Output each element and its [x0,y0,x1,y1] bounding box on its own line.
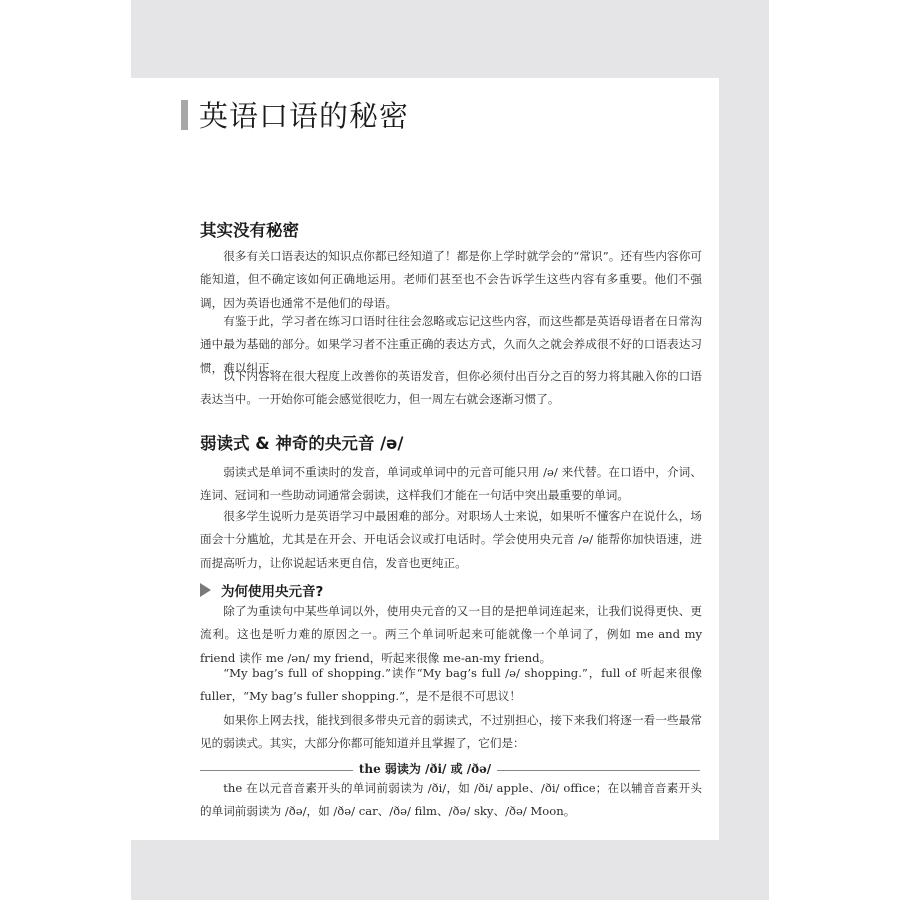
paragraph: “My bag’s full of shopping.”读作“My bag’s full /ə/ shopping.”，full of 听起来很像 fuller，“My bag’s fuller shopping.”，是不是很不可思议！ [200,666,702,704]
paragraph: 很多学生说听力是英语学习中最困难的部分。对职场人士来说，如果听不懂客户在说什么，场面会十分尴尬，尤其是在开会、开电话会议或打电话时。学会使用央元音 /ə/ 能帮你加快语速，进而提高听力，让你说起话来更自信，发音也更纯正。 [200,509,702,570]
paragraph: 弱读式是单词不重读时的发音，单词或单词中的元音可能只用 /ə/ 来代替。在口语中，介词、连词、冠词和一些助动词通常会弱读，这样我们才能在一句话中突出最重要的单词。 [200,465,702,503]
arrow-bullet-icon [200,583,211,597]
section-heading-weak-forms: 弱读式 & 神奇的央元音 /ə/ [200,434,404,453]
paragraph: 除了为重读句中某些单词以外，使用央元音的又一目的是把单词连起来，让我们说得更快、更流利。这也是听力难的原因之一。两三个单词听起来可能就像一个单词了，例如 me and my friend 读作 me /ən/ my friend，听起来很像 me-an-my friend。 [200,604,702,665]
rule-heading [131,760,719,777]
subheading-text: 为何使用央元音? [221,584,324,600]
paragraph: 以下内容将在很大程度上改善你的英语发音，但你必须付出百分之百的努力将其融入你的口语表达当中。一开始你可能会感觉很吃力，但一周左右就会逐渐习惯了。 [200,369,702,407]
section-heading-no-secret: 其实没有秘密 [200,221,299,240]
book-page [131,78,719,840]
paragraph: 如果你上网去找，能找到很多带央元音的弱读式，不过别担心，接下来我们将逐一看一些最常见的弱读式。其实，大部分你都可能知道并且掌握了，它们是： [200,713,702,751]
subheading-why-schwa [200,580,323,600]
paragraph: the 在以元音音素开头的单词前弱读为 /ði/，如 /ði/ apple、/ði/ office；在以辅音音素开头的单词前弱读为 /ðə/，如 /ðə/ car、/ðə/ film、/ðə/ sky、/ðə/ Moon。 [200,781,702,819]
paragraph: 有鉴于此，学习者在练习口语时往往会忽略或忘记这些内容，而这些都是英语母语者在日常沟通中最为基础的部分。如果学习者不注重正确的表达方式，久而久之就会养成很不好的口语表达习惯，难以纠正。 [200,314,702,375]
page-title: 英语口语的秘密 [199,99,410,133]
paragraph: 很多有关口语表达的知识点你都已经知道了！都是你上学时就学会的“常识”。还有些内容你可能知道，但不确定该如何正确地运用。老师们甚至也不会告诉学生这些内容有多重要。他们不强调，因为英语也通常不是他们的母语。 [200,249,702,310]
rule-heading-text: the 弱读为 /ði/ 或 /ðə/ [353,762,497,776]
title-accent-bar [181,100,188,130]
